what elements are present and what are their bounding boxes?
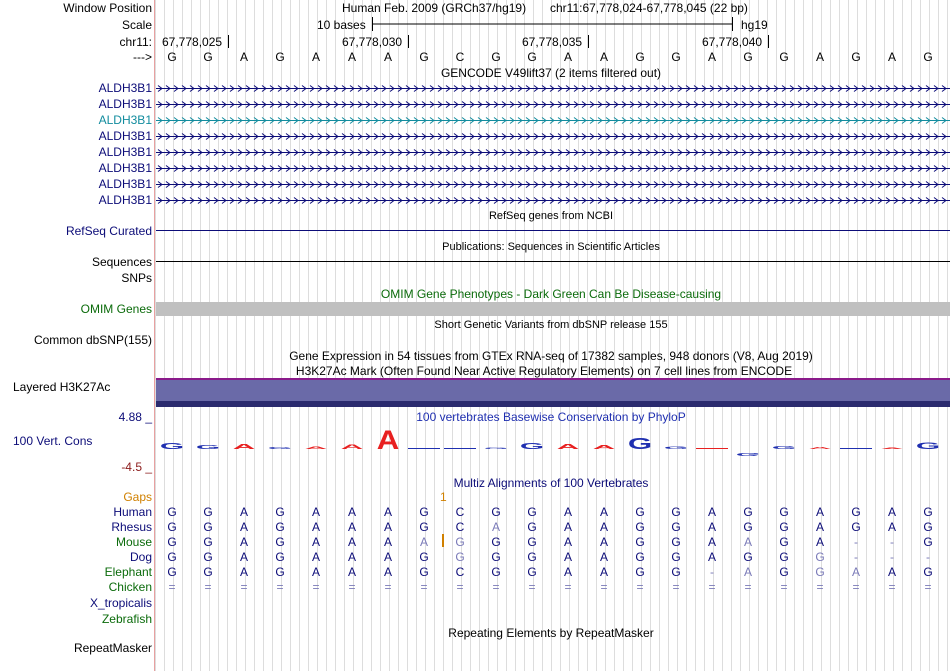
alignment-base-mouse: A [383, 535, 392, 549]
alignment-base-rhesus: G [851, 520, 861, 534]
alignment-base-chicken: = [564, 580, 572, 594]
species-human[interactable]: Human [113, 505, 152, 519]
alignment-base-human: C [455, 505, 465, 519]
alignment-base-human: G [671, 505, 681, 519]
alignment-base-mouse: A [743, 535, 752, 549]
alignment-base-chicken: = [636, 580, 644, 594]
alignment-base-dog: - [926, 550, 930, 564]
alignment-base-human: G [203, 505, 213, 519]
label-gaps: Gaps [123, 490, 152, 504]
alignment-base-human: G [491, 505, 501, 519]
alignment-base-chicken: = [204, 580, 212, 594]
alignment-base-elephant: A [239, 565, 248, 579]
alignment-base-mouse: G [923, 535, 933, 549]
gene-track-4[interactable] [156, 134, 950, 140]
alignment-base-chicken: = [456, 580, 464, 594]
alignment-base-elephant: A [851, 565, 860, 579]
alignment-base-chicken: = [924, 580, 932, 594]
title-dbsnp: Short Genetic Variants from dbSNP release 155 [434, 319, 668, 331]
alignment-base-dog: G [203, 550, 213, 564]
alignment-base-rhesus: A [311, 520, 320, 534]
alignment-base-mouse: G [671, 535, 681, 549]
sequence-base: G [527, 50, 537, 64]
sequence-base: G [923, 50, 933, 64]
alignment-base-elephant: G [419, 565, 429, 579]
alignment-base-dog: G [815, 550, 825, 564]
sequence-base: A [815, 50, 824, 64]
species-dog[interactable]: Dog [129, 550, 152, 564]
alignment-base-rhesus: G [167, 520, 177, 534]
alignment-base-human: A [599, 505, 608, 519]
alignment-base-mouse: G [527, 535, 537, 549]
alignment-base-dog: A [563, 550, 572, 564]
phylop-conservation-logo[interactable] [160, 426, 940, 457]
sequence-base: A [383, 50, 392, 64]
alignment-base-dog: A [383, 550, 392, 564]
alignment-base-elephant: G [203, 565, 213, 579]
alignment-base-mouse: G [635, 535, 645, 549]
species-mouse[interactable]: Mouse [115, 535, 152, 549]
alignment-base-chicken: = [312, 580, 320, 594]
sequence-base: A [563, 50, 572, 64]
phylop-letter: G [735, 451, 761, 458]
alignment-base-dog: A [239, 550, 248, 564]
label-strand: ---> [133, 50, 152, 64]
alignment-base-mouse: A [419, 535, 428, 549]
alignment-base-rhesus: G [779, 520, 789, 534]
coord-ticks [229, 35, 769, 48]
alignment-base-elephant: G [491, 565, 501, 579]
title-publications: Publications: Sequences in Scientific Articles [442, 241, 660, 253]
phylop-letter: A [376, 425, 400, 456]
label-cons-max: 4.88 _ [118, 410, 152, 424]
title-h3k27ac: H3K27Ac Mark (Often Found Near Active Regulatory Elements) on 7 cell lines from ENCODE [295, 364, 793, 378]
alignment-base-chicken: = [420, 580, 428, 594]
phylop-letter: A [304, 445, 328, 450]
gene-track-2[interactable] [156, 102, 950, 108]
sequence-base: G [635, 50, 645, 64]
alignment-base-dog: G [743, 550, 753, 564]
gene-label-4[interactable]: ALDH3B1 [98, 129, 152, 143]
alignment-base-rhesus: A [707, 520, 716, 534]
alignment-base-human: A [383, 505, 392, 519]
alignment-base-human: A [311, 505, 320, 519]
alignment-base-chicken: = [780, 580, 788, 594]
sequence-base: A [707, 50, 716, 64]
alignment-base-elephant: A [599, 565, 608, 579]
alignment-base-elephant: G [779, 565, 789, 579]
alignment-base-elephant: A [311, 565, 320, 579]
label-cons[interactable]: 100 Vert. Cons [13, 434, 93, 448]
sequence-base: G [491, 50, 501, 64]
alignment-base-dog: G [455, 550, 465, 564]
alignment-base-human: A [563, 505, 572, 519]
alignment-base-chicken: = [384, 580, 392, 594]
alignment-base-dog: G [779, 550, 789, 564]
phylop-letter: G [267, 446, 293, 450]
alignment-base-rhesus: C [455, 520, 465, 534]
label-sequences[interactable]: Sequences [91, 255, 152, 269]
alignment-base-chicken: = [600, 580, 608, 594]
alignment-base-rhesus: G [203, 520, 213, 534]
label-dbsnp[interactable]: Common dbSNP(155) [33, 333, 152, 347]
alignment-base-dog: G [275, 550, 285, 564]
alignment-base-mouse: A [347, 535, 356, 549]
alignment-base-mouse: G [275, 535, 285, 549]
gene-label-1[interactable]: ALDH3B1 [98, 81, 152, 95]
title-gencode: GENCODE V49lift37 (2 items filtered out) [440, 66, 662, 80]
sequence-base: G [419, 50, 429, 64]
title-refseq: RefSeq genes from NCBI [488, 210, 614, 222]
alignment-base-dog: G [635, 550, 645, 564]
species-elephant[interactable]: Elephant [104, 565, 152, 579]
alignment-base-human: A [239, 505, 248, 519]
sequence-base: A [347, 50, 356, 64]
alignment-base-human: G [167, 505, 177, 519]
alignment-base-mouse: A [311, 535, 320, 549]
title-gtex: Gene Expression in 54 tissues from GTEx RNA-seq of 17382 samples, 948 donors (V8, Aug 2019) [289, 349, 813, 363]
alignment-base-chicken: = [888, 580, 896, 594]
coord-1: 67,778,025 [162, 35, 223, 49]
gene-label-7[interactable]: ALDH3B1 [98, 177, 152, 191]
alignment-base-mouse: A [563, 535, 572, 549]
species-x-tropicalis[interactable]: X_tropicalis [89, 596, 152, 610]
sequence-base: G [275, 50, 285, 64]
gene-label-3[interactable]: ALDH3B1 [98, 113, 152, 127]
sequence-base: G [743, 50, 753, 64]
gene-label-5[interactable]: ALDH3B1 [98, 145, 152, 159]
alignment-base-elephant: C [455, 565, 465, 579]
alignment-base-mouse: - [890, 535, 894, 549]
scale-bar [372, 17, 733, 31]
alignment-base-chicken: = [348, 580, 356, 594]
label-refseq[interactable]: RefSeq Curated [65, 224, 152, 238]
alignment-base-mouse: G [455, 535, 465, 549]
phylop-letter: G [159, 441, 185, 451]
alignment-base-chicken: = [528, 580, 536, 594]
title-multiz: Multiz Alignments of 100 Vertebrates [453, 476, 649, 490]
alignment-base-rhesus: A [491, 520, 500, 534]
alignment-base-rhesus: G [275, 520, 285, 534]
gene-track-7[interactable] [156, 182, 950, 188]
alignment-base-elephant: G [671, 565, 681, 579]
alignment-base-chicken: = [672, 580, 680, 594]
label-window-position: Window Position [63, 1, 152, 15]
alignment-base-human: G [851, 505, 861, 519]
scale-text: 10 bases [317, 18, 366, 32]
alignment-base-elephant: A [887, 565, 896, 579]
alignment-base-rhesus: A [347, 520, 356, 534]
alignment-base-dog: A [311, 550, 320, 564]
gene-track-1[interactable] [156, 86, 950, 92]
phylop-letter: G [663, 445, 689, 450]
alignment-base-dog: A [599, 550, 608, 564]
phylop-letter: A [808, 446, 832, 450]
h3k27ac-band[interactable] [156, 379, 950, 407]
gene-label-2[interactable]: ALDH3B1 [98, 97, 152, 111]
phylop-letter: G [915, 440, 941, 452]
sequence-base: C [455, 50, 465, 64]
sequence-base: G [851, 50, 861, 64]
phylop-letter: G [519, 441, 545, 451]
gencode-gene-tracks[interactable] [156, 86, 950, 204]
gene-track-8[interactable] [156, 198, 950, 204]
alignment-base-human: G [743, 505, 753, 519]
alignment-base-mouse: A [815, 535, 824, 549]
gene-label-6[interactable]: ALDH3B1 [98, 161, 152, 175]
alignment-base-rhesus: G [923, 520, 933, 534]
alignment-base-elephant: G [815, 565, 825, 579]
species-rhesus[interactable]: Rhesus [111, 520, 152, 534]
alignment-base-human: A [707, 505, 716, 519]
alignment-base-human: A [347, 505, 356, 519]
alignment-base-mouse: G [779, 535, 789, 549]
alignment-base-mouse: G [203, 535, 213, 549]
coord-4: 67,778,040 [702, 35, 763, 49]
alignment-base-dog: A [347, 550, 356, 564]
label-omim[interactable]: OMIM Genes [80, 302, 152, 316]
alignment-base-dog: G [419, 550, 429, 564]
alignment-base-dog: A [707, 550, 716, 564]
gene-track-6[interactable] [156, 166, 950, 172]
scale-db: hg19 [741, 18, 768, 32]
label-repeatmasker[interactable]: RepeatMasker [73, 641, 152, 655]
sequence-base: A [311, 50, 320, 64]
alignment-base-rhesus: G [671, 520, 681, 534]
alignment-base-chicken: = [816, 580, 824, 594]
title-omim: OMIM Gene Phenotypes - Dark Green Can Be Disease-causing [380, 287, 722, 301]
sequence-base: A [887, 50, 896, 64]
position-text: chr11:67,778,024-67,778,045 (22 bp) [550, 1, 748, 15]
alignment-base-dog: G [491, 550, 501, 564]
alignment-base-mouse: G [491, 535, 501, 549]
sequence-base: G [779, 50, 789, 64]
alignment-base-human: G [923, 505, 933, 519]
phylop-letter: A [232, 441, 256, 451]
gap-marker: 1 [440, 490, 447, 504]
coord-3: 67,778,035 [522, 35, 583, 49]
phylop-letter: A [556, 441, 580, 451]
title-repeatmasker: Repeating Elements by RepeatMasker [448, 626, 654, 640]
sequence-base: G [167, 50, 177, 64]
phylop-letter: G [483, 447, 509, 450]
label-chrom: chr11: [119, 35, 152, 49]
alignment-base-dog: G [671, 550, 681, 564]
alignment-base-chicken: = [276, 580, 284, 594]
species-chicken[interactable]: Chicken [108, 580, 152, 594]
alignment-base-mouse: A [599, 535, 608, 549]
title-phylop: 100 vertebrates Basewise Conservation by PhyloP [416, 410, 686, 424]
alignment-base-elephant: G [275, 565, 285, 579]
gene-track-3[interactable] [156, 118, 950, 124]
phylop-letter: G [771, 444, 797, 451]
alignment-base-elephant: A [383, 565, 392, 579]
alignment-base-rhesus: A [563, 520, 572, 534]
alignment-base-chicken: = [168, 580, 176, 594]
phylop-letter: G [195, 443, 221, 451]
phylop-letter: A [880, 447, 904, 450]
alignment-base-human: G [527, 505, 537, 519]
alignment-base-dog: G [527, 550, 537, 564]
label-snps[interactable]: SNPs [121, 271, 152, 285]
sequence-base: G [203, 50, 213, 64]
gene-track-5[interactable] [156, 150, 950, 156]
alignment-base-chicken: = [708, 580, 716, 594]
alignment-base-elephant: A [563, 565, 572, 579]
phylop-letter: G [627, 435, 653, 453]
sequence-base: A [599, 50, 608, 64]
alignment-base-chicken: = [492, 580, 500, 594]
alignment-base-human: G [275, 505, 285, 519]
phylop-letter: A [340, 443, 364, 451]
alignment-base-mouse: - [854, 535, 858, 549]
assembly-text: Human Feb. 2009 (GRCh37/hg19) [342, 1, 527, 15]
omim-band[interactable] [156, 302, 950, 316]
alignment-base-rhesus: A [239, 520, 248, 534]
alignment-base-rhesus: G [527, 520, 537, 534]
alignment-base-mouse: A [707, 535, 716, 549]
alignment-base-human: A [887, 505, 896, 519]
alignment-base-elephant: A [743, 565, 752, 579]
alignment-base-rhesus: A [815, 520, 824, 534]
alignment-base-rhesus: A [887, 520, 896, 534]
alignment-base-human: G [419, 505, 429, 519]
species-zebrafish[interactable]: Zebrafish [101, 612, 152, 626]
alignment-base-dog: - [890, 550, 894, 564]
alignment-base-rhesus: G [743, 520, 753, 534]
alignment-base-elephant: G [635, 565, 645, 579]
alignment-base-chicken: = [744, 580, 752, 594]
alignment-base-mouse: A [239, 535, 248, 549]
sequence-base: A [239, 50, 248, 64]
alignment-base-elephant: G [167, 565, 177, 579]
alignment-base-human: G [635, 505, 645, 519]
label-scale: Scale [121, 18, 152, 32]
sequence-base: G [671, 50, 681, 64]
alignment-base-rhesus: A [599, 520, 608, 534]
alignment-base-rhesus: A [383, 520, 392, 534]
alignment-base-chicken: = [240, 580, 248, 594]
coord-2: 67,778,030 [342, 35, 403, 49]
alignment-base-elephant: G [527, 565, 537, 579]
alignment-base-rhesus: G [419, 520, 429, 534]
label-cons-min: -4.5 _ [121, 460, 152, 474]
alignment-base-chicken: = [852, 580, 860, 594]
phylop-letter: A [592, 443, 616, 451]
alignment-base-mouse: G [167, 535, 177, 549]
alignment-base-human: G [779, 505, 789, 519]
alignment-base-elephant: - [710, 565, 714, 579]
gene-label-8[interactable]: ALDH3B1 [98, 193, 152, 207]
alignment-base-dog: G [167, 550, 177, 564]
alignment-base-elephant: G [923, 565, 933, 579]
alignment-base-dog: - [854, 550, 858, 564]
alignment-base-elephant: A [347, 565, 356, 579]
alignment-base-human: A [815, 505, 824, 519]
label-h3k27ac[interactable]: Layered H3K27Ac [13, 380, 111, 394]
alignment-base-rhesus: G [635, 520, 645, 534]
